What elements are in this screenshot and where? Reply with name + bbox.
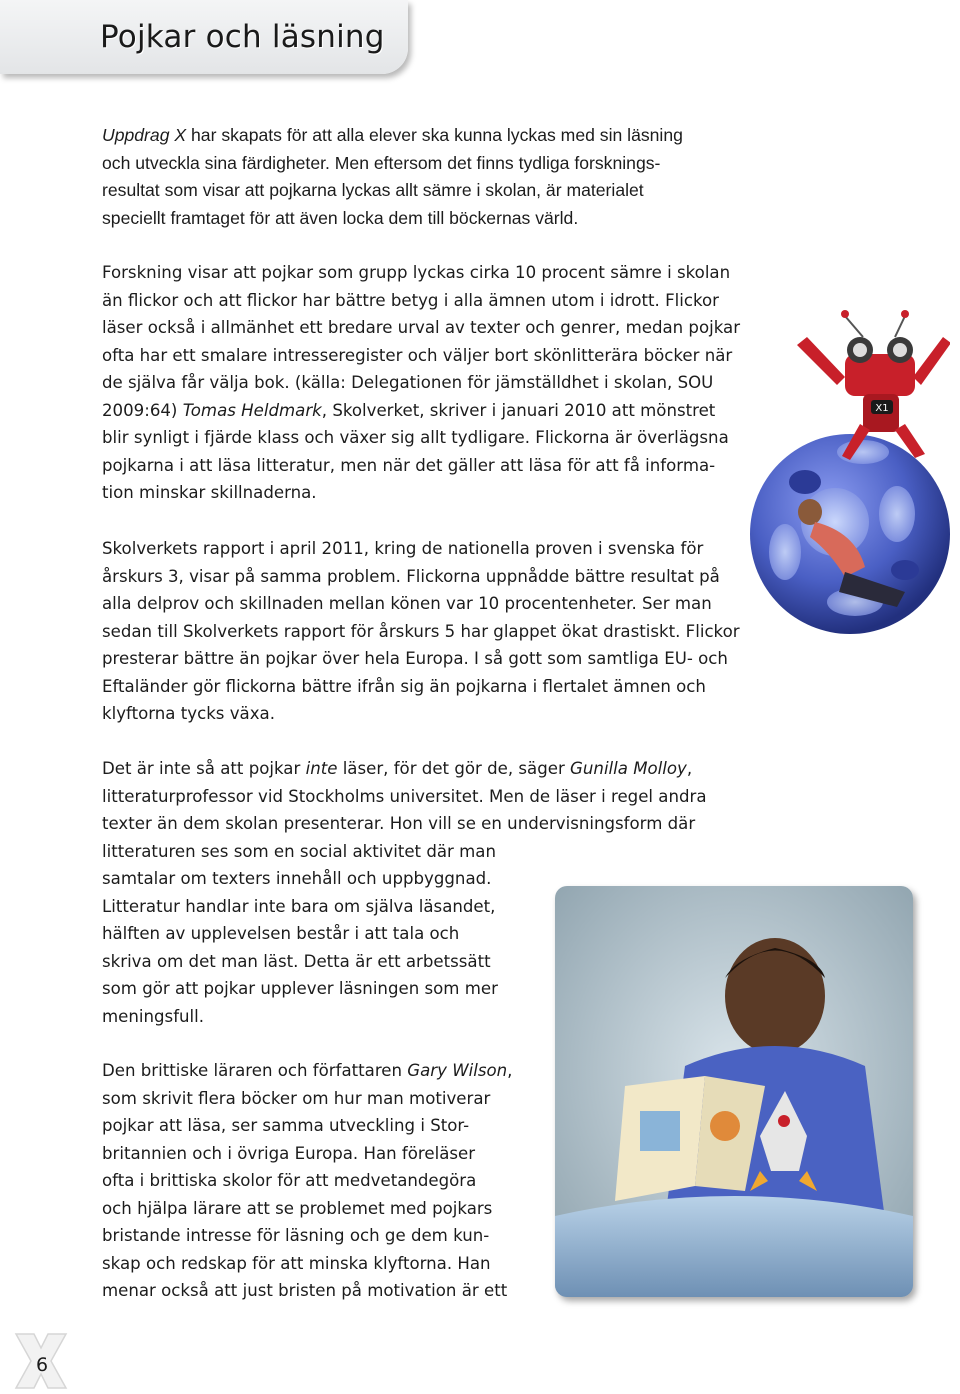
author-name: Gary Wilson <box>407 1061 508 1080</box>
author-name: Gunilla Molloy <box>570 759 687 778</box>
molloy-paragraph: Det är inte så att pojkar inte läser, för det gör de, säger Gunilla Molloy, litteraturprofessor vid Stockholms universitet. Men de läser i regel andra texter än dem skolan presenterar. Hon vill se en undervisningsform där litteraturen ses som en social aktivitet där man samtalar om texters innehåll och uppbyggnad. Litteratur handlar inte bara om själva läsandet, hälften av upplevelsen består i att tala och skriva om det man läst. Detta är ett arbetssätt som gör att pojkar upplever läsningen som mer meningsfull. <box>102 759 707 1026</box>
title-banner <box>0 0 408 74</box>
report-paragraph: Skolverkets rapport i april 2011, kring de nationella proven i svenska för årskurs 3, visar på samma problem. Flickorna uppnådde bättre resultat på alla delprov och skillnaden mellan könen var 10 procentenheter. Ser man sedan till Skolverkets rapport för årskurs 5 har glappet ökat drastiskt. Flickor presterar bättre än pojkar över hela Europa. I så gott som samtliga EU- och Eftaländer gör flickorna bättre ifrån sig än pojkarna i flertalet ämnen och klyftorna tycks växa. <box>102 539 740 723</box>
sphere-cage <box>750 434 950 634</box>
robot-sphere-illustration <box>745 302 950 642</box>
page-title: Pojkar och läsning <box>100 19 385 55</box>
intro-paragraph: Uppdrag X har skapats för att alla elever ska kunna lyckas med sin läsning och utveckla sina färdigheter. Men eftersom det finns tydliga forsknings- resultat som visar att pojkarna lyckas allt sämre i skolan, är materialet speciellt framtaget för att även locka dem till böckernas värld. <box>102 125 683 228</box>
robot-badge: X1 <box>875 403 889 414</box>
author-name: Tomas Heldmark <box>182 400 322 420</box>
open-book <box>615 1076 765 1201</box>
page-number: 6 <box>36 1354 49 1376</box>
wilson-paragraph: Den brittiske läraren och författaren Gary Wilson, som skrivit flera böcker om hur man motiverar pojkar att läsa, ser samma utveckling i Stor- britannien och i övriga Europa. Han föreläser ofta i brittiska skolor för att medvetandegöra och hjälpa lärare att se problemet med pojkars bristande intresse för läsning och ge dem kun- skap och redskap för att minska klyftorna. Han menar också att just bristen på motivation är ett <box>102 1061 513 1300</box>
research-paragraph: Forskning visar att pojkar som grupp lyckas cirka 10 procent sämre i skolan än flickor och att flickor har bättre betyg i alla ämnen utom i idrott. Flickor läser också i allmänhet ett bredare urval av texter och genrer, medan pojkar ofta har ett smalare intresseregister och väljer bort skönlitterära böcker när de själva får välja bok. (källa: Delegationen för jämställdhet i skolan, SOU 2009:64) Tomas Heldmark, Skolverket, skriver i januari 2010 att mönstret blir synligt i fjärde klass och växer sig allt tydligare. Flickorna är överlägsna pojkarna i att läsa litteratur, men när det gäller att läsa för att få informa- tion minskar skillnaderna. <box>102 263 741 502</box>
uppdrag-x-title: Uppdrag X <box>102 125 187 145</box>
boy-reading-illustration <box>555 886 913 1297</box>
